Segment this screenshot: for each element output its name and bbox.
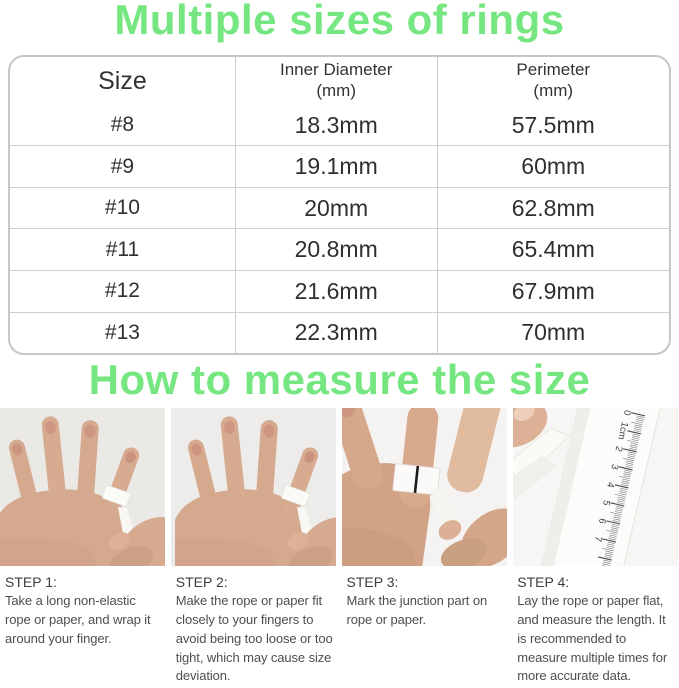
step-1 [2, 571, 167, 686]
photo-step3-mark-junction [342, 408, 507, 566]
table-row: #13 22.3mm 70mm [10, 312, 669, 353]
svg-text:3: 3 [608, 462, 621, 471]
table-row: #12 21.6mm 67.9mm [10, 271, 669, 313]
photo-step4-measure-ruler [513, 408, 678, 566]
ring-size-table [8, 55, 671, 355]
table-row: #11 20.8mm 65.4mm [10, 229, 669, 271]
step-2-label: STEP 2: [175, 574, 228, 590]
svg-text:0: 0 [620, 408, 633, 417]
step-3-text: Mark the junction part on rope or paper. [346, 593, 488, 627]
svg-text:4: 4 [604, 480, 617, 489]
col-header-size: Size [10, 57, 235, 105]
step-1-label: STEP 1: [5, 574, 57, 590]
heading-how-to-measure: How to measure the size [88, 356, 591, 403]
step-2 [173, 571, 338, 686]
step-2-text: Make the rope or paper fit closely to your fingers to avoid being too loose or too tight, which may cause size deviation. [175, 593, 333, 684]
svg-text:5: 5 [600, 498, 612, 507]
step-3-label: STEP 3: [346, 574, 399, 590]
svg-text:2: 2 [612, 444, 625, 453]
svg-text:1cm: 1cm [615, 420, 631, 441]
table-row: #10 20mm 62.8mm [10, 187, 669, 229]
table-header-row [10, 57, 669, 105]
step-4 [514, 571, 679, 686]
photo-step1-wrap-finger [0, 408, 165, 566]
step-photos [0, 408, 679, 566]
step-4-text: Lay the rope or paper flat, and measure the length. It is recommended to measure multiple times for more accurate data. [517, 593, 668, 684]
svg-text:7: 7 [591, 535, 604, 543]
svg-text:6: 6 [595, 517, 608, 525]
heading-multiple-sizes: Multiple sizes of rings [114, 0, 565, 43]
col-header-perimeter: Perimeter (mm) [437, 57, 669, 105]
col-header-inner-diameter: Inner Diameter (mm) [235, 57, 437, 105]
step-3 [344, 571, 509, 686]
step-1-text: Take a long non-elastic rope or paper, and wrap it around your finger. [5, 593, 151, 646]
table-row: #8 18.3mm 57.5mm [10, 105, 669, 146]
step-4-label: STEP 4: [517, 574, 570, 590]
step-instructions [2, 571, 679, 686]
table-row: #9 19.1mm 60mm [10, 146, 669, 188]
photo-step2-fit-strip [171, 408, 336, 566]
